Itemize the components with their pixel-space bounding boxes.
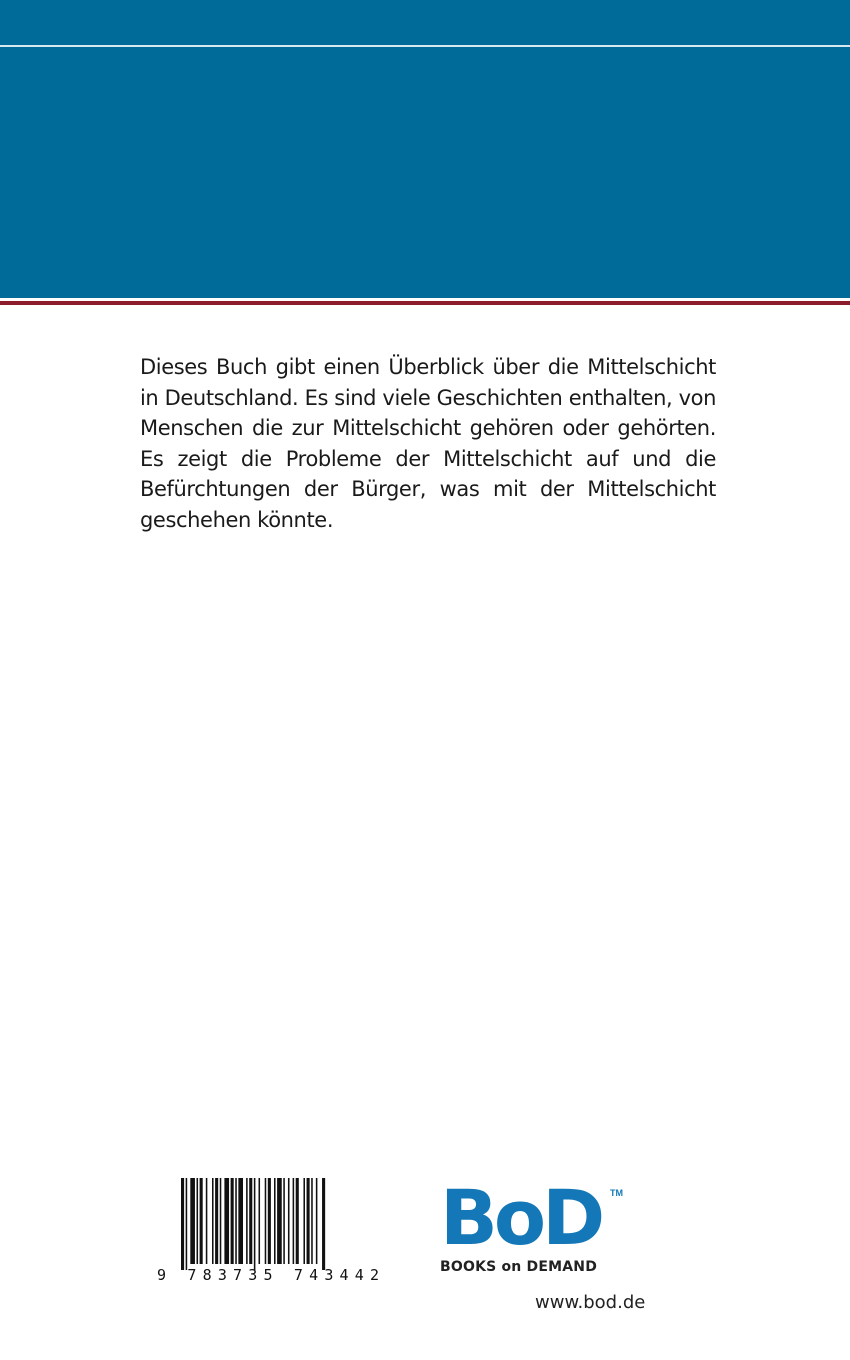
back-cover-blurb: Dieses Buch gibt einen Überblick über die Mittelschicht in Deutschland. Es sind viele Geschichten enthalten, von Menschen die zur Mittelschicht gehören oder gehörten. Es zeigt die Probleme der Mittelschicht auf und die Befürchtungen der Bürger, was mit der Mittelschicht geschehen könnte. bbox=[140, 355, 716, 532]
band-top-line bbox=[0, 45, 850, 47]
logo-tagline: BOOKS on DEMAND bbox=[440, 1259, 598, 1275]
publisher-url: www.bod.de bbox=[535, 1292, 646, 1313]
red-rule bbox=[0, 301, 850, 305]
logo-wordmark: BoD bbox=[440, 1173, 602, 1262]
isbn-barcode bbox=[155, 1178, 385, 1283]
barcode-number: 9 783735 743442 bbox=[157, 1266, 379, 1283]
logo-trademark: TM bbox=[610, 1188, 623, 1198]
publisher-logo bbox=[440, 1173, 625, 1281]
